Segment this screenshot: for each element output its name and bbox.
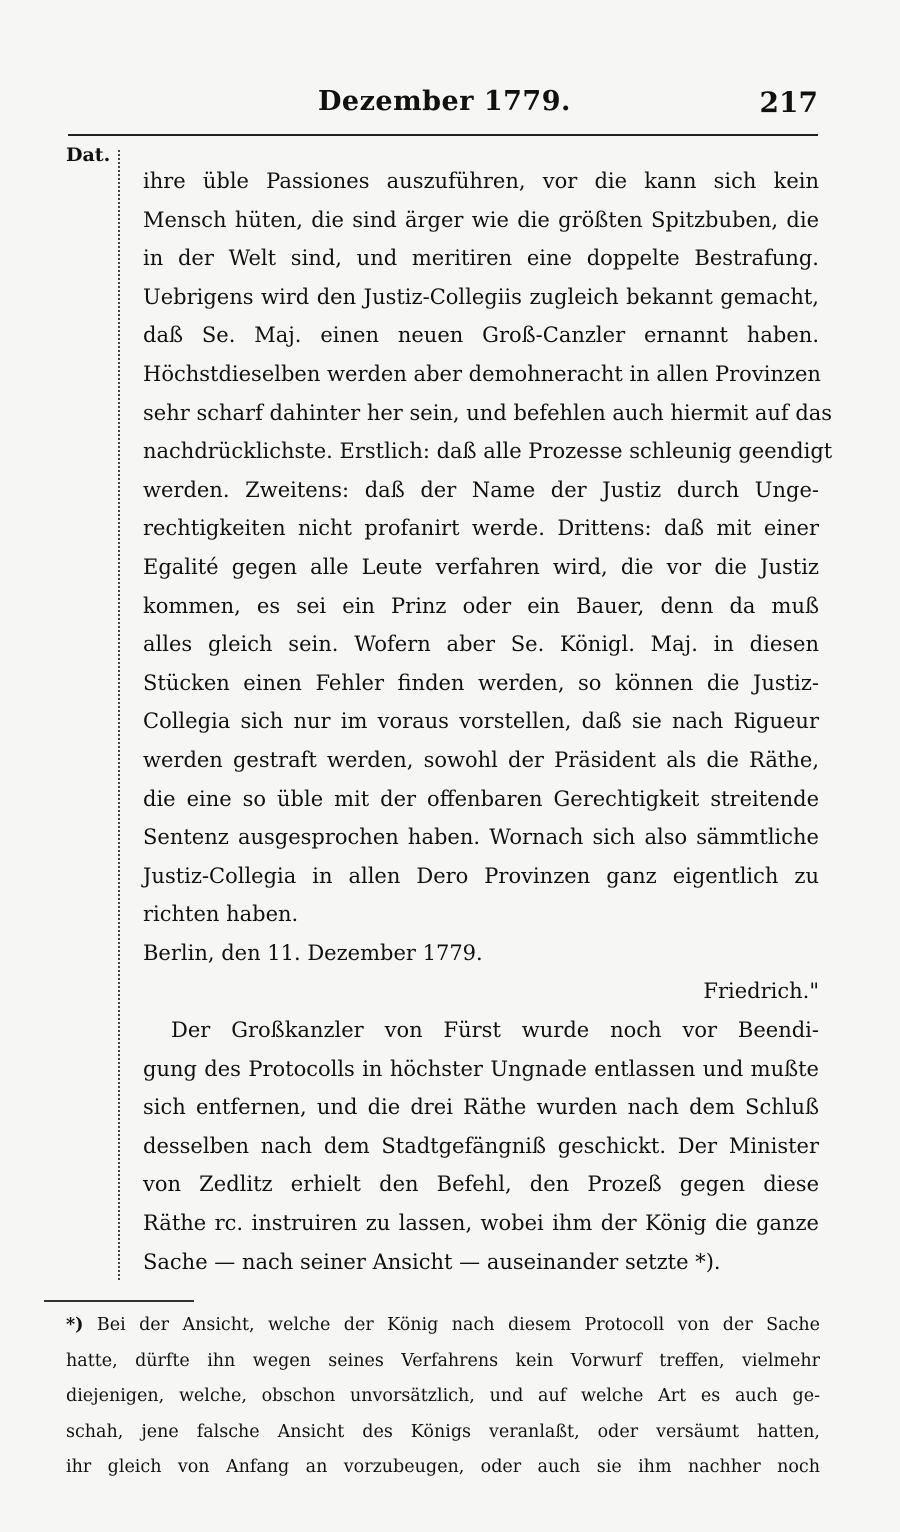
footnote-line xyxy=(66,1308,820,1344)
header-rule xyxy=(68,134,818,136)
text-line: werden gestraft werden, sowohl der Präsident als die Räthe, xyxy=(143,747,819,772)
margin-rule xyxy=(118,150,120,1280)
footnote-line: ihr gleich von Anfang an vorzubeugen, oder auch sie ihm nachher noch xyxy=(66,1457,820,1477)
text-line: Räthe rc. instruiren zu lassen, wobei ihm der König die ganze xyxy=(143,1211,819,1236)
text-line: Der Großkanzler von Fürst wurde noch vor Beendi- xyxy=(171,1018,819,1043)
text-line: gung des Protocolls in höchster Ungnade entlassen und mußte xyxy=(143,1056,819,1081)
text-line: Egalité gegen alle Leute verfahren wird, die vor die Justiz xyxy=(143,554,819,579)
footnote-mark: *) xyxy=(66,1315,84,1335)
text-line: Uebrigens wird den Justiz-Collegiis zugleich bekannt gemacht, xyxy=(143,284,819,309)
footnote-rule xyxy=(44,1300,194,1302)
text-line: von Zedlitz erhielt den Befehl, den Prozeß gegen diese xyxy=(143,1172,819,1197)
text-line: werden. Zweitens: daß der Name der Justiz durch Unge- xyxy=(143,477,819,502)
text-line: Justiz-Collegia in allen Dero Provinzen ganz eigentlich zu xyxy=(143,863,819,888)
running-title: Dezember 1779. xyxy=(318,86,571,117)
text-line: nachdrücklichste. Erstlich: daß alle Prozesse schleunig geendigt xyxy=(143,439,833,464)
text-line: sehr scharf dahinter her sein, und befehlen auch hiermit auf das xyxy=(143,400,833,425)
text-line: in der Welt sind, und meritiren eine doppelte Bestrafung. xyxy=(143,246,819,271)
dateline: Berlin, den 11. Dezember 1779. xyxy=(143,940,483,965)
margin-label: Dat. xyxy=(66,144,111,166)
footnote-line: hatte, dürfte ihn wegen seines Verfahrens kein Vorwurf treffen, vielmehr xyxy=(66,1350,820,1371)
text-line: Sache — nach seiner Ansicht — auseinander setzte *). xyxy=(143,1249,721,1274)
text-line: kommen, es sei ein Prinz oder ein Bauer, denn da muß xyxy=(143,593,819,618)
text-line: ihre üble Passiones auszuführen, vor die kann sich kein xyxy=(143,169,819,193)
text-line: Sentenz ausgesprochen haben. Wornach sich also sämmtliche xyxy=(143,825,819,850)
text-line: richten haben. xyxy=(143,902,299,927)
footnote-line: schah, jene falsche Ansicht des Königs veranlaßt, oder versäumt hatten, xyxy=(66,1421,820,1442)
page-header xyxy=(0,84,900,124)
signature: Friedrich." xyxy=(703,979,819,1004)
text-line: die eine so üble mit der offenbaren Gerechtigkeit streitende xyxy=(143,786,819,811)
text-line: daß Se. Maj. einen neuen Groß-Canzler ernannt haben. xyxy=(143,323,819,348)
text-line: Collegia sich nur im voraus vorstellen, daß sie nach Rigueur xyxy=(143,709,819,734)
footnote-line: diejenigen, welche, obschon unvorsätzlich, und auf welche Art es auch ge- xyxy=(66,1386,820,1406)
footnote-text: Bei der Ansicht, welche der König nach diesem Protocoll von der Sache xyxy=(96,1315,820,1335)
text-line: Mensch hüten, die sind ärger wie die größten Spitzbuben, die xyxy=(143,207,819,232)
text-line: desselben nach dem Stadtgefängniß geschickt. Der Minister xyxy=(143,1133,819,1158)
body-text xyxy=(143,162,833,1281)
text-line: Höchstdieselben werden aber demohneracht in allen Provinzen xyxy=(143,361,821,386)
text-line: rechtigkeiten nicht profanirt werde. Drittens: daß mit einer xyxy=(143,516,819,541)
footnote xyxy=(66,1308,820,1486)
text-line: alles gleich sein. Wofern aber Se. Königl. Maj. in diesen xyxy=(143,632,819,657)
text-line: Stücken einen Fehler finden werden, so können die Justiz- xyxy=(143,670,819,695)
page-number: 217 xyxy=(759,86,818,119)
text-line: sich entfernen, und die drei Räthe wurden nach dem Schluß xyxy=(143,1095,819,1120)
